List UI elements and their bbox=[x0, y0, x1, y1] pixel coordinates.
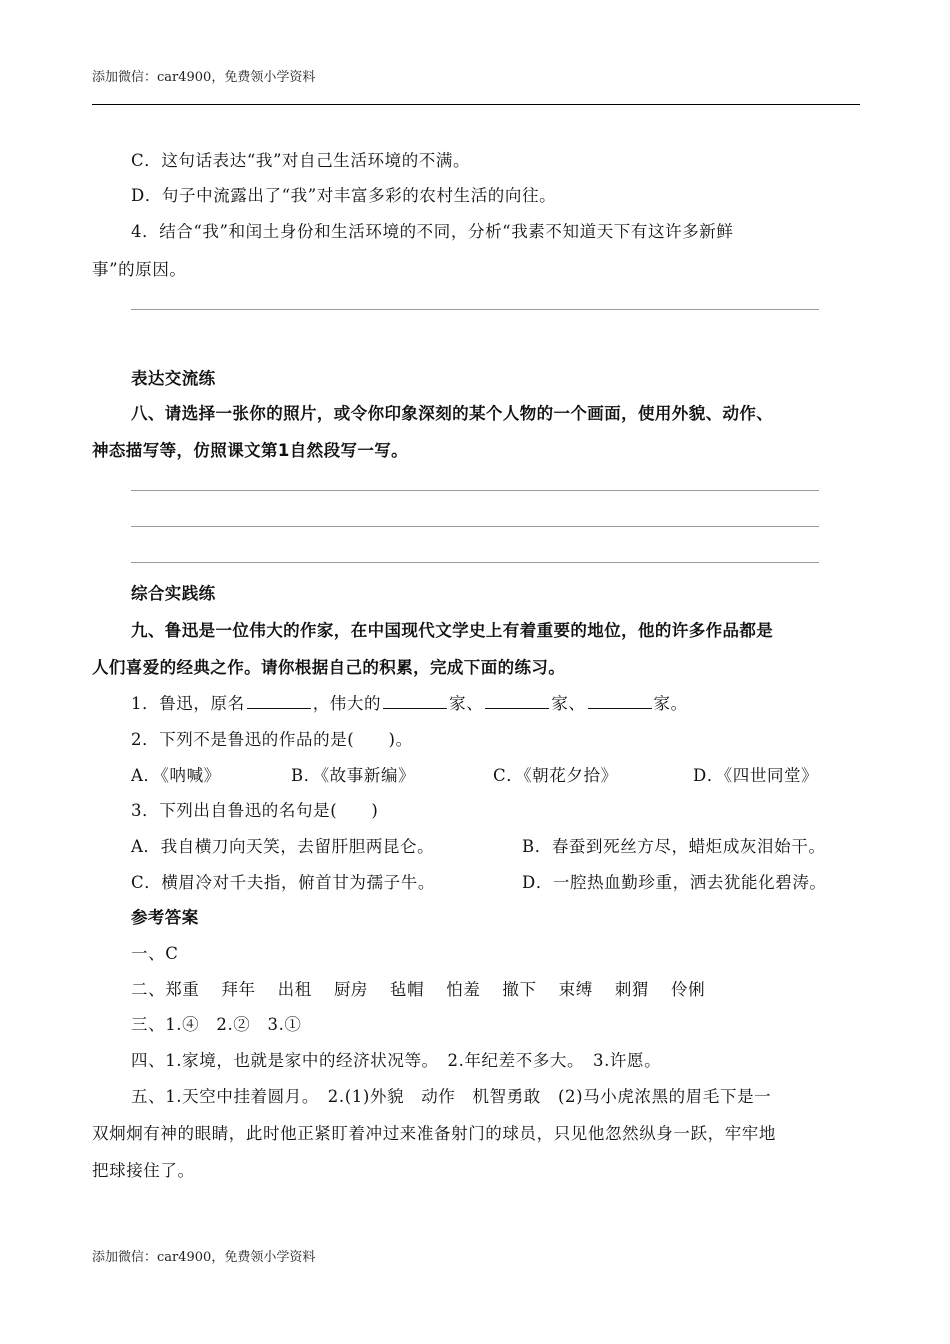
q9-3-option-c[interactable]: C．横眉冷对千夫指，俯首甘为孺子牛。 bbox=[131, 873, 435, 892]
q9-2-option-a[interactable]: A．《呐喊》 bbox=[131, 766, 221, 785]
header-rule bbox=[92, 104, 860, 105]
q9-3-option-d[interactable]: D．一腔热血勤珍重，洒去犹能化碧涛。 bbox=[522, 873, 827, 892]
q4-line-1: 4．结合“我”和闰土身份和生活环境的不同，分析“我素不知道天下有这许多新鲜 bbox=[131, 222, 734, 241]
answer-2-prefix: 二、 bbox=[131, 980, 166, 999]
blank-role-2[interactable] bbox=[485, 694, 549, 709]
writing-line-2[interactable] bbox=[131, 526, 819, 527]
q9-1-text-e: 家。 bbox=[653, 694, 688, 713]
q9-1-text-b: ，伟大的 bbox=[312, 694, 382, 713]
answer-2-word: 厨房 bbox=[333, 980, 369, 999]
q4-line-2: 事”的原因。 bbox=[92, 260, 187, 279]
blank-role-3[interactable] bbox=[588, 694, 652, 709]
q9-1-text-a: 1．鲁迅，原名 bbox=[131, 694, 245, 713]
blank-original-name[interactable] bbox=[247, 694, 311, 709]
answer-2 bbox=[131, 976, 705, 1000]
answer-writing-line[interactable] bbox=[131, 309, 819, 310]
q9-1-fill-blanks bbox=[131, 690, 688, 714]
q9-line-2: 人们喜爱的经典之作。请你根据自己的积累，完成下面的练习。 bbox=[92, 658, 566, 677]
q8-line-1: 八、请选择一张你的照片，或令你印象深刻的某个人物的一个画面，使用外貌、动作、 bbox=[131, 404, 774, 423]
answer-2-word: 伶俐 bbox=[671, 980, 706, 999]
q9-2-option-c[interactable]: C．《朝花夕拾》 bbox=[493, 766, 618, 785]
answer-5-line-2: 双炯炯有神的眼睛，此时他正紧盯着冲过来准备射门的球员，只见他忽然纵身一跃，牢牢地 bbox=[92, 1124, 776, 1143]
section-heading-expression: 表达交流练 bbox=[131, 369, 216, 388]
answer-2-word: 刺猬 bbox=[614, 980, 650, 999]
writing-line-3[interactable] bbox=[131, 562, 819, 563]
writing-line-1[interactable] bbox=[131, 490, 819, 491]
answer-2-word: 郑重 bbox=[165, 980, 200, 999]
q3-option-d: D．句子中流露出了“我”对丰富多彩的农村生活的向往。 bbox=[131, 186, 557, 205]
page-header: 添加微信：car4900，免费领小学资料 bbox=[92, 70, 316, 85]
answers-heading: 参考答案 bbox=[131, 908, 199, 927]
q9-2-option-d[interactable]: D．《四世同堂》 bbox=[693, 766, 819, 785]
q9-2-option-b[interactable]: B．《故事新编》 bbox=[291, 766, 416, 785]
section-heading-practice: 综合实践练 bbox=[131, 584, 216, 603]
answer-4: 四、1.家境，也就是家中的经济状况等。 2.年纪差不多大。 3.许愿。 bbox=[131, 1051, 662, 1070]
answer-2-word: 毡帽 bbox=[390, 980, 425, 999]
q3-option-c: C．这句话表达“我”对自己生活环境的不满。 bbox=[131, 151, 471, 170]
answer-2-word: 出租 bbox=[277, 980, 312, 999]
q8-line-2: 神态描写等，仿照课文第1自然段写一写。 bbox=[92, 441, 409, 460]
q9-2-question: 2．下列不是鲁迅的作品的是( )。 bbox=[131, 730, 413, 749]
q9-1-text-d: 家、 bbox=[551, 694, 586, 713]
answer-2-word: 束缚 bbox=[558, 980, 593, 999]
answer-5-line-1: 五、1.天空中挂着圆月。 2.(1)外貌 动作 机智勇敢 (2)马小虎浓黑的眉毛下是一 bbox=[131, 1087, 772, 1106]
q9-3-question: 3．下列出自鲁迅的名句是( ) bbox=[131, 801, 379, 820]
blank-role-1[interactable] bbox=[383, 694, 447, 709]
q9-3-option-a[interactable]: A．我自横刀向天笑，去留肝胆两昆仑。 bbox=[131, 837, 435, 856]
answer-2-word: 撤下 bbox=[502, 980, 537, 999]
page-footer: 添加微信：car4900，免费领小学资料 bbox=[92, 1250, 316, 1265]
q9-3-option-b[interactable]: B．春蚕到死丝方尽，蜡炬成灰泪始干。 bbox=[522, 837, 826, 856]
answer-3: 三、1.④ 2.② 3.① bbox=[131, 1015, 302, 1034]
answer-5-line-3: 把球接住了。 bbox=[92, 1161, 195, 1180]
q9-1-text-c: 家、 bbox=[449, 694, 484, 713]
answer-1: 一、C bbox=[131, 944, 179, 963]
q9-line-1: 九、鲁迅是一位伟大的作家，在中国现代文学史上有着重要的地位，他的许多作品都是 bbox=[131, 621, 774, 640]
answer-2-word: 拜年 bbox=[221, 980, 256, 999]
answer-2-word: 怕羞 bbox=[446, 980, 481, 999]
